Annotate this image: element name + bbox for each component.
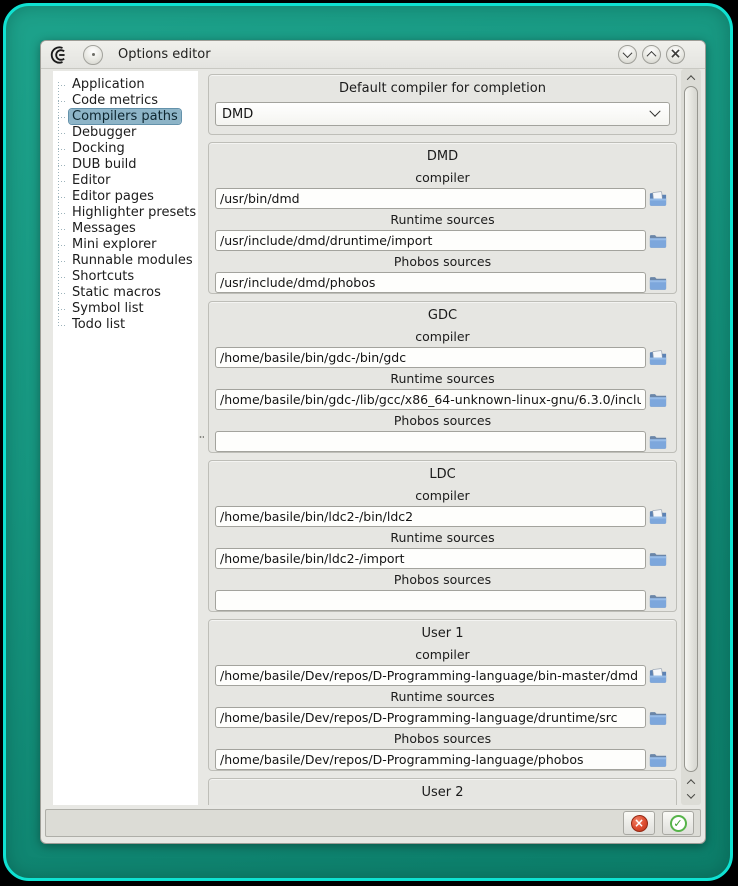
sidebar-item-code-metrics[interactable]: Code metrics bbox=[53, 93, 198, 109]
group-ldc bbox=[208, 460, 677, 612]
group-user1 bbox=[208, 619, 677, 771]
chevron-down-icon bbox=[687, 790, 695, 798]
field-row bbox=[215, 548, 670, 569]
sidebar-item-todo-list[interactable]: Todo list bbox=[53, 317, 198, 333]
dmd-compiler-browse-button[interactable] bbox=[646, 189, 670, 209]
default-compiler-select[interactable] bbox=[215, 102, 670, 126]
coedit-logo-icon bbox=[50, 45, 70, 65]
group-gdc bbox=[208, 301, 677, 453]
sidebar-item-debugger[interactable]: Debugger bbox=[53, 125, 198, 141]
user1-compiler-browse-button[interactable] bbox=[646, 666, 670, 686]
field-label-phobos: Phobos sources bbox=[393, 413, 492, 428]
field-row bbox=[215, 188, 670, 209]
selected-compiler-value: DMD bbox=[222, 106, 254, 122]
dmd-phobos-input[interactable] bbox=[215, 272, 646, 293]
user1-phobos-browse-button[interactable] bbox=[646, 750, 670, 770]
gdc-compiler-browse-button[interactable] bbox=[646, 348, 670, 368]
group-title: LDC bbox=[429, 467, 456, 482]
user1-phobos-input[interactable] bbox=[215, 749, 646, 770]
field-row bbox=[215, 230, 670, 251]
file-open-icon bbox=[649, 350, 667, 365]
compilers-paths-panel bbox=[206, 69, 701, 805]
scrollbar-up-button[interactable] bbox=[681, 71, 701, 85]
sidebar-item-dub-build[interactable]: DUB build bbox=[53, 157, 198, 173]
field-label-compiler: compiler bbox=[415, 647, 470, 662]
folder-icon bbox=[649, 752, 667, 767]
field-label-compiler: compiler bbox=[415, 488, 470, 503]
sidebar-item-symbol-list[interactable]: Symbol list bbox=[53, 301, 198, 317]
user1-runtime-input[interactable] bbox=[215, 707, 646, 728]
ldc-phobos-browse-button[interactable] bbox=[646, 591, 670, 611]
sidebar-item-application[interactable]: Application bbox=[53, 77, 198, 93]
cancel-button[interactable] bbox=[623, 811, 655, 835]
field-label-runtime: Runtime sources bbox=[390, 212, 495, 227]
accept-button[interactable] bbox=[662, 811, 694, 835]
category-sidebar bbox=[53, 71, 198, 805]
cancel-icon: × bbox=[631, 815, 648, 832]
gdc-phobos-input[interactable] bbox=[215, 431, 646, 452]
sidebar-item-editor-pages[interactable]: Editor pages bbox=[53, 189, 198, 205]
group-user2 bbox=[208, 778, 677, 805]
accept-icon: ✓ bbox=[670, 815, 687, 832]
chevron-up-icon bbox=[647, 51, 657, 61]
footer-toolbar bbox=[45, 809, 701, 837]
field-row bbox=[215, 707, 670, 728]
file-open-icon bbox=[649, 509, 667, 524]
gdc-compiler-input[interactable] bbox=[215, 347, 646, 368]
close-button[interactable] bbox=[666, 45, 685, 64]
titlebar-menu-button[interactable] bbox=[83, 45, 103, 65]
groups-column bbox=[208, 69, 677, 805]
folder-icon bbox=[649, 392, 667, 407]
gdc-runtime-browse-button[interactable] bbox=[646, 390, 670, 410]
group-title: Default compiler for completion bbox=[339, 81, 546, 96]
ldc-compiler-browse-button[interactable] bbox=[646, 507, 670, 527]
field-label-compiler: compiler bbox=[415, 329, 470, 344]
sidebar-item-shortcuts[interactable]: Shortcuts bbox=[53, 269, 198, 285]
field-label-runtime: Runtime sources bbox=[390, 689, 495, 704]
sidebar-item-editor[interactable]: Editor bbox=[53, 173, 198, 189]
field-row bbox=[215, 389, 670, 410]
field-row bbox=[215, 590, 670, 611]
sidebar-item-docking[interactable]: Docking bbox=[53, 141, 198, 157]
field-row bbox=[215, 665, 670, 686]
window-title: Options editor bbox=[118, 47, 211, 62]
group-title: User 1 bbox=[421, 626, 464, 641]
folder-icon bbox=[649, 275, 667, 290]
chevron-up-icon bbox=[687, 779, 695, 787]
sidebar-item-runnable-modules[interactable]: Runnable modules bbox=[53, 253, 198, 269]
chevron-up-icon bbox=[687, 75, 695, 83]
sidebar-item-messages[interactable]: Messages bbox=[53, 221, 198, 237]
sidebar-item-highlighter-presets[interactable]: Highlighter presets bbox=[53, 205, 198, 221]
group-default-compiler bbox=[208, 74, 677, 135]
dmd-compiler-input[interactable] bbox=[215, 188, 646, 209]
field-row bbox=[215, 749, 670, 770]
user1-compiler-input[interactable] bbox=[215, 665, 646, 686]
folder-icon bbox=[649, 233, 667, 248]
group-title: GDC bbox=[427, 308, 458, 323]
folder-icon bbox=[649, 593, 667, 608]
field-label-runtime: Runtime sources bbox=[390, 530, 495, 545]
field-label-phobos: Phobos sources bbox=[393, 731, 492, 746]
file-open-icon bbox=[649, 668, 667, 683]
ldc-runtime-input[interactable] bbox=[215, 548, 646, 569]
shade-button[interactable] bbox=[618, 45, 637, 64]
category-list bbox=[53, 71, 198, 333]
chevron-down-icon bbox=[623, 48, 633, 58]
folder-icon bbox=[649, 551, 667, 566]
options-editor-window bbox=[40, 40, 706, 844]
scrollbar-thumb[interactable] bbox=[684, 86, 698, 772]
user1-runtime-browse-button[interactable] bbox=[646, 708, 670, 728]
scrollbar-up-button-bottom[interactable] bbox=[681, 775, 701, 789]
dmd-phobos-browse-button[interactable] bbox=[646, 273, 670, 293]
ldc-phobos-input[interactable] bbox=[215, 590, 646, 611]
gdc-runtime-input[interactable] bbox=[215, 389, 646, 410]
folder-icon bbox=[649, 710, 667, 725]
sidebar-item-mini-explorer[interactable]: Mini explorer bbox=[53, 237, 198, 253]
folder-icon bbox=[649, 434, 667, 449]
scrollbar[interactable] bbox=[681, 69, 701, 805]
splitter[interactable] bbox=[198, 71, 206, 805]
field-row bbox=[215, 506, 670, 527]
unshade-button[interactable] bbox=[642, 45, 661, 64]
field-label-phobos: Phobos sources bbox=[393, 572, 492, 587]
field-row bbox=[215, 347, 670, 368]
sidebar-item-static-macros[interactable]: Static macros bbox=[53, 285, 198, 301]
scrollbar-down-button[interactable] bbox=[681, 789, 701, 803]
field-row bbox=[215, 272, 670, 293]
sidebar-item-compilers-paths[interactable]: Compilers paths bbox=[53, 109, 198, 125]
field-row bbox=[215, 431, 670, 452]
field-label-phobos: Phobos sources bbox=[393, 254, 492, 269]
dmd-runtime-input[interactable] bbox=[215, 230, 646, 251]
group-dmd bbox=[208, 142, 677, 294]
dot-icon bbox=[92, 53, 95, 56]
gdc-phobos-browse-button[interactable] bbox=[646, 432, 670, 452]
ldc-runtime-browse-button[interactable] bbox=[646, 549, 670, 569]
field-label-runtime: Runtime sources bbox=[390, 371, 495, 386]
field-label-compiler: compiler bbox=[415, 170, 470, 185]
dmd-runtime-browse-button[interactable] bbox=[646, 231, 670, 251]
group-title: User 2 bbox=[421, 785, 464, 800]
file-open-icon bbox=[649, 191, 667, 206]
titlebar bbox=[41, 41, 705, 69]
close-icon: × bbox=[669, 46, 682, 62]
group-title: DMD bbox=[426, 149, 459, 164]
ldc-compiler-input[interactable] bbox=[215, 506, 646, 527]
splitter-grip-icon bbox=[199, 436, 204, 438]
chevron-down-icon bbox=[649, 106, 660, 117]
